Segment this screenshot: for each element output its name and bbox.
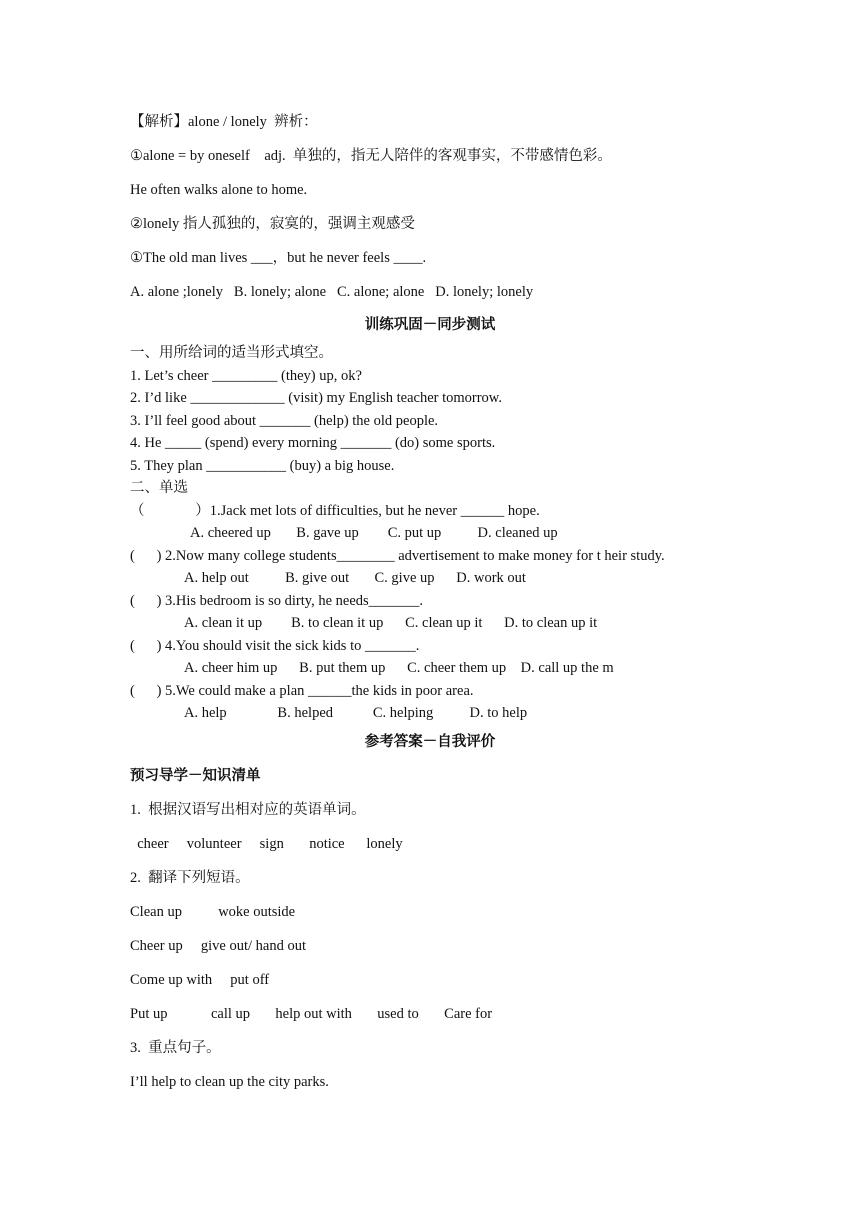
key-sentence: I’ll help to clean up the city parks. (130, 1074, 329, 1090)
analysis-point-1: ①alone = by oneself adj. 单独的，指无人陪伴的客观事实，不带感情色彩。 (130, 148, 612, 164)
mc-options-5: A. help B. helped C. helping D. to help (184, 705, 528, 721)
mc-question-3: ( ) 3.His bedroom is so dirty, he needs_______. (130, 593, 424, 609)
analysis-options: A. alone ;lonely B. lonely; alone C. alone; alone D. lonely; lonely (130, 284, 534, 300)
phrase-line-3: Come up with put off (130, 972, 270, 988)
analysis-title: 【解析】alone / lonely 辨析： (130, 114, 318, 130)
fill-item-1: 1. Let’s cheer _________ (they) up, ok? (130, 368, 362, 384)
analysis-point-2: ②lonely 指人孤独的，寂寞的，强调主观感受 (130, 216, 415, 232)
phrase-line-4: Put up call up help out with used to Care for (130, 1006, 493, 1022)
mc-options-2: A. help out B. give out C. give up D. work out (184, 570, 526, 586)
mc-question-1: （ ）1.Jack met lots of difficulties, but he never ______ hope. (130, 503, 540, 519)
fill-item-4: 4. He _____ (spend) every morning _______ (do) some sports. (130, 435, 496, 451)
practice-heading: 训练巩固－同步测试 (364, 317, 496, 333)
analysis-question: ①The old man lives ___，but he never feels ____. (130, 250, 427, 266)
answers-heading: 参考答案－自我评价 (364, 734, 496, 750)
phrase-line-2: Cheer up give out/ hand out (130, 938, 306, 954)
fill-item-3: 3. I’ll feel good about _______ (help) the old people. (130, 413, 439, 429)
analysis-example: He often walks alone to home. (130, 182, 308, 198)
mc-options-4: A. cheer him up B. put them up C. cheer them up D. call up the m (184, 660, 614, 676)
mc-question-2: ( ) 2.Now many college students________ advertisement to make money for t heir study. (130, 548, 665, 564)
mc-question-4: ( ) 4.You should visit the sick kids to _______. (130, 638, 420, 654)
answers-item-3-title: 3. 重点句子。 (130, 1040, 221, 1056)
answers-item-1-words: cheer volunteer sign notice lonely (130, 836, 403, 852)
mc-options-1: A. cheered up B. gave up C. put up D. cleaned up (190, 525, 558, 541)
fill-item-2: 2. I’d like _____________ (visit) my English teacher tomorrow. (130, 390, 502, 406)
mc-options-3: A. clean it up B. to clean it up C. clean up it D. to clean up it (184, 615, 598, 631)
fill-item-5: 5. They plan ___________ (buy) a big house. (130, 458, 395, 474)
answers-item-2-title: 2. 翻译下列短语。 (130, 870, 250, 886)
phrase-line-1: Clean up woke outside (130, 904, 296, 920)
answers-item-1-title: 1. 根据汉语写出相对应的英语单词。 (130, 802, 366, 818)
section-2-title: 二、单选 (130, 480, 188, 496)
answers-subheading: 预习导学－知识清单 (130, 768, 261, 784)
section-1-title: 一、用所给词的适当形式填空。 (130, 345, 333, 361)
mc-question-5: ( ) 5.We could make a plan ______the kids in poor area. (130, 683, 474, 699)
